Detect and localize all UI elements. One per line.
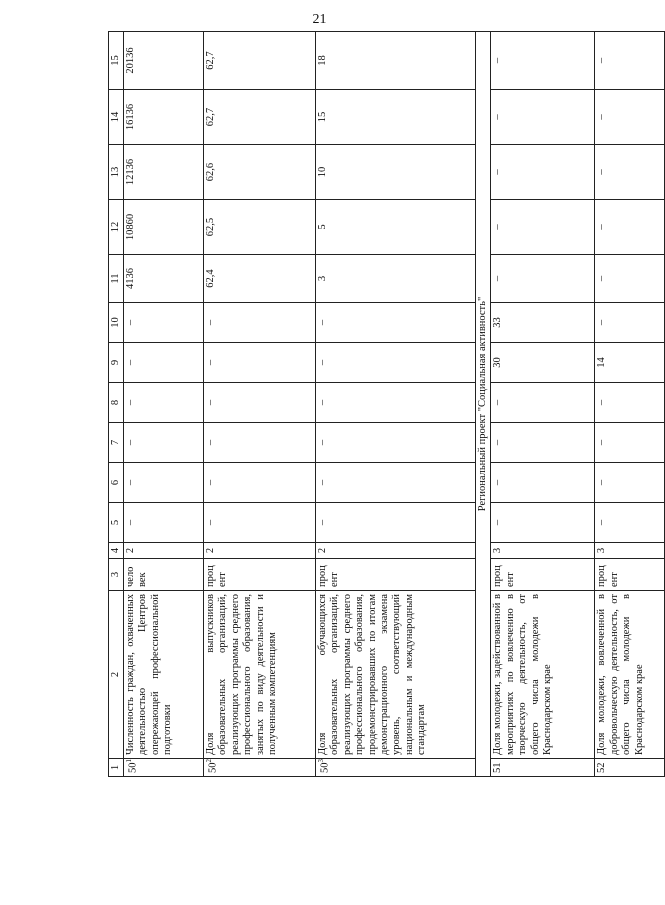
value-cell-9: 30 [491,343,595,383]
value-cell-12: 62,5 [204,200,316,255]
value-cell-10: – [124,303,204,343]
table-row [124,32,204,777]
section-title: Региональный проект "Социальная активность" [476,32,491,777]
unit-cell: человек [124,559,204,591]
table-body-2 [491,32,665,777]
col-header: 4 [109,543,124,559]
value-cell-14: – [595,90,665,145]
col-header: 12 [109,200,124,255]
row-id: 51 [492,762,504,773]
value-cell-7: – [124,423,204,463]
indicator-name: Доля выпускников образовательных организаций, реализующих программы среднего профессионального образования, занятых по виду деятельности и полученным компетенциям [204,591,316,759]
unit-cell: процент [595,559,665,591]
value-cell-4: 3 [595,543,665,559]
value-cell-14: 62,7 [204,90,316,145]
value-cell-8: – [491,383,595,423]
col-header: 6 [109,463,124,503]
value-cell-4: 2 [316,543,476,559]
value-cell-15: 20136 [124,32,204,90]
value-cell-6: – [204,463,316,503]
row-id-superscript: 1 [125,759,133,763]
table-frame [108,32,645,777]
value-cell-7: – [316,423,476,463]
value-cell-11: – [491,255,595,303]
value-cell-12: 10860 [124,200,204,255]
table-row [491,32,595,777]
col-header: 15 [109,32,124,90]
row-number [491,759,595,777]
value-cell-14: 15 [316,90,476,145]
unit-cell: процент [491,559,595,591]
value-cell-13: – [595,145,665,200]
value-cell-7: – [491,423,595,463]
unit-cell: процент [204,559,316,591]
table-row [595,32,665,777]
col-header: 11 [109,255,124,303]
value-cell-13: 62,6 [204,145,316,200]
unit-cell: процент [316,559,476,591]
col-header: 9 [109,343,124,383]
indicator-name: Доля молодежи, задействованной в мероприятиях по вовлечению в творческую деятельность, от общего числа молодежи в Краснодарском крае [491,591,595,759]
value-cell-15: – [491,32,595,90]
row-id: 50 [207,762,219,773]
value-cell-6: – [316,463,476,503]
col-header: 1 [109,759,124,777]
value-cell-4: 2 [204,543,316,559]
col-header: 3 [109,559,124,591]
value-cell-11: 62,4 [204,255,316,303]
row-id-superscript: 3 [317,759,325,763]
table-body-1 [124,32,476,777]
value-cell-8: – [204,383,316,423]
value-cell-9: 14 [595,343,665,383]
value-cell-7: – [204,423,316,463]
value-cell-5: – [124,503,204,543]
col-header: 8 [109,383,124,423]
value-cell-5: – [316,503,476,543]
value-cell-5: – [491,503,595,543]
indicator-name: Доля молодежи, вовлеченной в добровольческую деятельность, от общего числа молодежи в Краснодарском крае [595,591,665,759]
value-cell-13: – [491,145,595,200]
value-cell-11: 3 [316,255,476,303]
table-row [316,32,476,777]
indicator-name: Доля обучающихся образовательных организаций, реализующих программы среднего профессионального образования, продемонстрировавших по итогам демонстрационного экзамена уровень, соответствующий национальным и международным стандартам [316,591,476,759]
value-cell-12: 5 [316,200,476,255]
value-cell-9: – [124,343,204,383]
value-cell-14: – [491,90,595,145]
value-cell-14: 16136 [124,90,204,145]
value-cell-5: – [204,503,316,543]
value-cell-8: – [124,383,204,423]
row-id: 52 [596,762,608,773]
value-cell-10: – [204,303,316,343]
indicator-table [108,31,665,777]
col-header: 10 [109,303,124,343]
col-header: 2 [109,591,124,759]
value-cell-13: 12136 [124,145,204,200]
section-row [476,32,491,777]
col-header: 13 [109,145,124,200]
row-id: 50 [127,762,139,773]
value-cell-5: – [595,503,665,543]
value-cell-4: 2 [124,543,204,559]
rotated-table-container [108,32,645,777]
row-id-superscript: 2 [205,759,213,763]
table-row [204,32,316,777]
row-id: 50 [319,762,331,773]
value-cell-6: – [595,463,665,503]
row-number [204,759,316,777]
value-cell-15: 62,7 [204,32,316,90]
value-cell-10: – [595,303,665,343]
value-cell-13: 10 [316,145,476,200]
value-cell-9: – [316,343,476,383]
value-cell-4: 3 [491,543,595,559]
value-cell-12: – [595,200,665,255]
row-number [124,759,204,777]
value-cell-9: – [204,343,316,383]
value-cell-11: 4136 [124,255,204,303]
value-cell-10: 33 [491,303,595,343]
value-cell-6: – [124,463,204,503]
indicator-name: Численность граждан, охваченных деятельностью Центров опережающей профессиональной подготовки [124,591,204,759]
value-cell-6: – [491,463,595,503]
value-cell-15: 18 [316,32,476,90]
value-cell-12: – [491,200,595,255]
value-cell-15: – [595,32,665,90]
value-cell-11: – [595,255,665,303]
value-cell-8: – [316,383,476,423]
page-number: 21 [312,12,327,27]
value-cell-7: – [595,423,665,463]
col-header: 7 [109,423,124,463]
section-body [476,32,491,777]
row-number [595,759,665,777]
value-cell-8: – [595,383,665,423]
row-number [316,759,476,777]
value-cell-10: – [316,303,476,343]
col-header: 5 [109,503,124,543]
col-header: 14 [109,90,124,145]
header-row [109,32,124,777]
